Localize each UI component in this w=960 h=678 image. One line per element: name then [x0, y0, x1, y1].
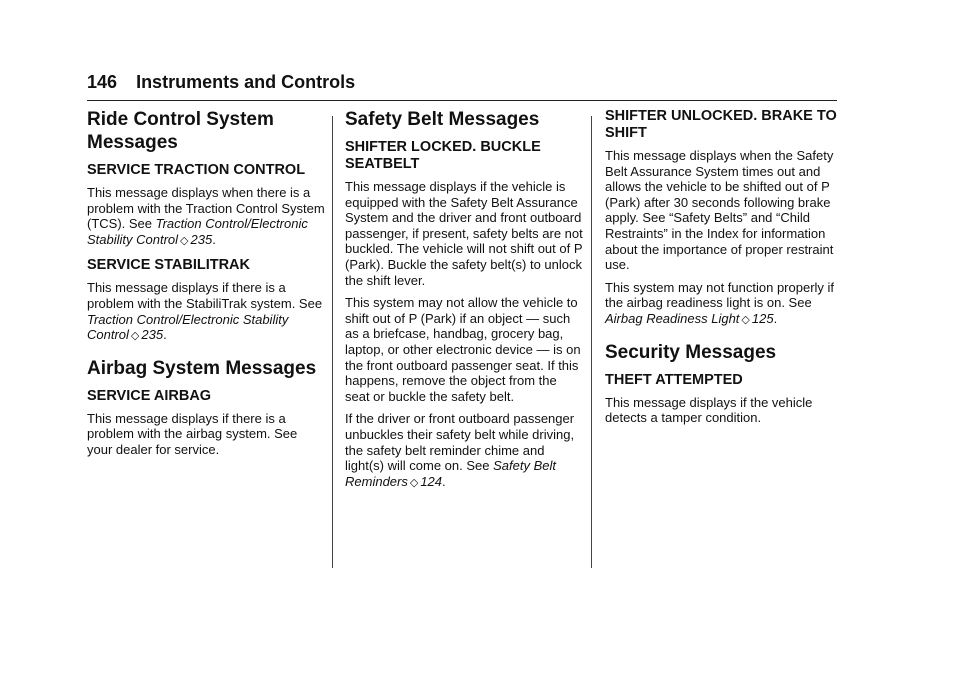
paragraph: This message displays if the vehicle detects a tamper condition.: [605, 394, 813, 426]
heading-shifter-locked: SHIFTER LOCKED. BUCKLE SEATBELT: [345, 139, 541, 172]
body-text: This message displays if there is a problem with the StabiliTrak system. See: [87, 280, 323, 311]
cross-reference-link[interactable]: Traction Control/Electronic Stability Control: [87, 216, 308, 247]
page-reference[interactable]: 125: [751, 310, 774, 326]
section-title: Instruments and Controls: [136, 72, 356, 92]
header-rule: [87, 100, 837, 101]
page-reference-icon: ◇: [180, 234, 189, 247]
cross-reference-link[interactable]: Safety Belt Reminders: [345, 458, 556, 489]
cross-reference-link[interactable]: Traction Control/Electronic Stability Control: [87, 311, 289, 343]
paragraph: This message displays if the vehicle is equipped with the Safety Belt Assurance System and the driver and front outboard passenger, if present, safety belts are not buckled. The vehicle will not shift out of P (Park). Buckle the safety belt(s) to unlock the shift lever.: [345, 179, 583, 288]
heading-shifter-unlocked: SHIFTER UNLOCKED. BRAKE TO SHIFT: [605, 108, 837, 141]
column-1: [87, 108, 325, 466]
section-service-airbag: [87, 388, 325, 458]
column-3: [605, 108, 843, 434]
cross-reference-link[interactable]: Airbag Readiness Light: [605, 310, 740, 326]
heading-theft-attempted: THEFT ATTEMPTED: [605, 371, 743, 388]
heading-security: Security Messages: [605, 341, 777, 363]
paragraph: [345, 411, 583, 491]
paragraph: This message displays if there is a problem with the airbag system. See your dealer for service.: [87, 410, 298, 457]
column-2: [345, 108, 583, 499]
punctuation: .: [163, 327, 167, 343]
section-service-stabilitrak: [87, 257, 325, 344]
paragraph: This message displays when the Safety Belt Assurance System times out and allows the vehicle to be shifted out of P (Park) after 30 seconds following brake apply. See “Safety Belts” and “Child Restraints” in the Index for information about the importance of proper restraint use.: [605, 148, 834, 273]
section-shifter-locked: [345, 139, 583, 491]
section-theft-attempted: [605, 372, 843, 426]
page-reference[interactable]: 235: [190, 231, 213, 247]
page-reference-icon: ◇: [130, 330, 140, 343]
heading-service-stabilitrak: SERVICE STABILITRAK: [87, 257, 251, 274]
column-divider: [332, 116, 333, 568]
paragraph: [87, 185, 325, 249]
paragraph: [87, 280, 325, 344]
paragraph: This system may not allow the vehicle to shift out of P (Park) if an object — such as a briefcase, handbag, grocery bag, laptop, or other electronic device — is on the front outboard passenger seat. If this happens, remove the object from the seat or buckle the safety belt.: [345, 295, 581, 404]
punctuation: .: [212, 231, 216, 247]
heading-ride-control: Ride Control System Messages: [87, 109, 274, 153]
heading-safety-belt: Safety Belt Messages: [345, 109, 540, 130]
body-text: This system may not function properly if the airbag readiness light is on. See: [605, 279, 835, 311]
page-reference-icon: ◇: [741, 313, 750, 326]
section-shifter-unlocked: [605, 108, 843, 329]
column-divider: [591, 116, 592, 568]
section-service-traction: [87, 162, 325, 249]
page-reference[interactable]: 235: [141, 327, 164, 343]
paragraph: [605, 280, 843, 329]
punctuation: .: [442, 473, 446, 489]
heading-service-traction: SERVICE TRACTION CONTROL: [87, 162, 306, 178]
page-reference-icon: ◇: [409, 476, 419, 489]
page-reference[interactable]: 124: [420, 473, 443, 489]
body-text: If the driver or front outboard passenger unbuckles their safety belt while driving, the safety belt reminder chime and light(s) will come on. See: [345, 411, 575, 474]
page-number: 146: [87, 72, 118, 92]
body-text: This message displays when there is a problem with the Traction Control System (TCS). See: [87, 185, 325, 232]
punctuation: .: [773, 310, 778, 326]
heading-airbag-system: Airbag System Messages: [87, 357, 317, 379]
heading-service-airbag: SERVICE AIRBAG: [87, 387, 212, 404]
page-header: [87, 72, 355, 93]
